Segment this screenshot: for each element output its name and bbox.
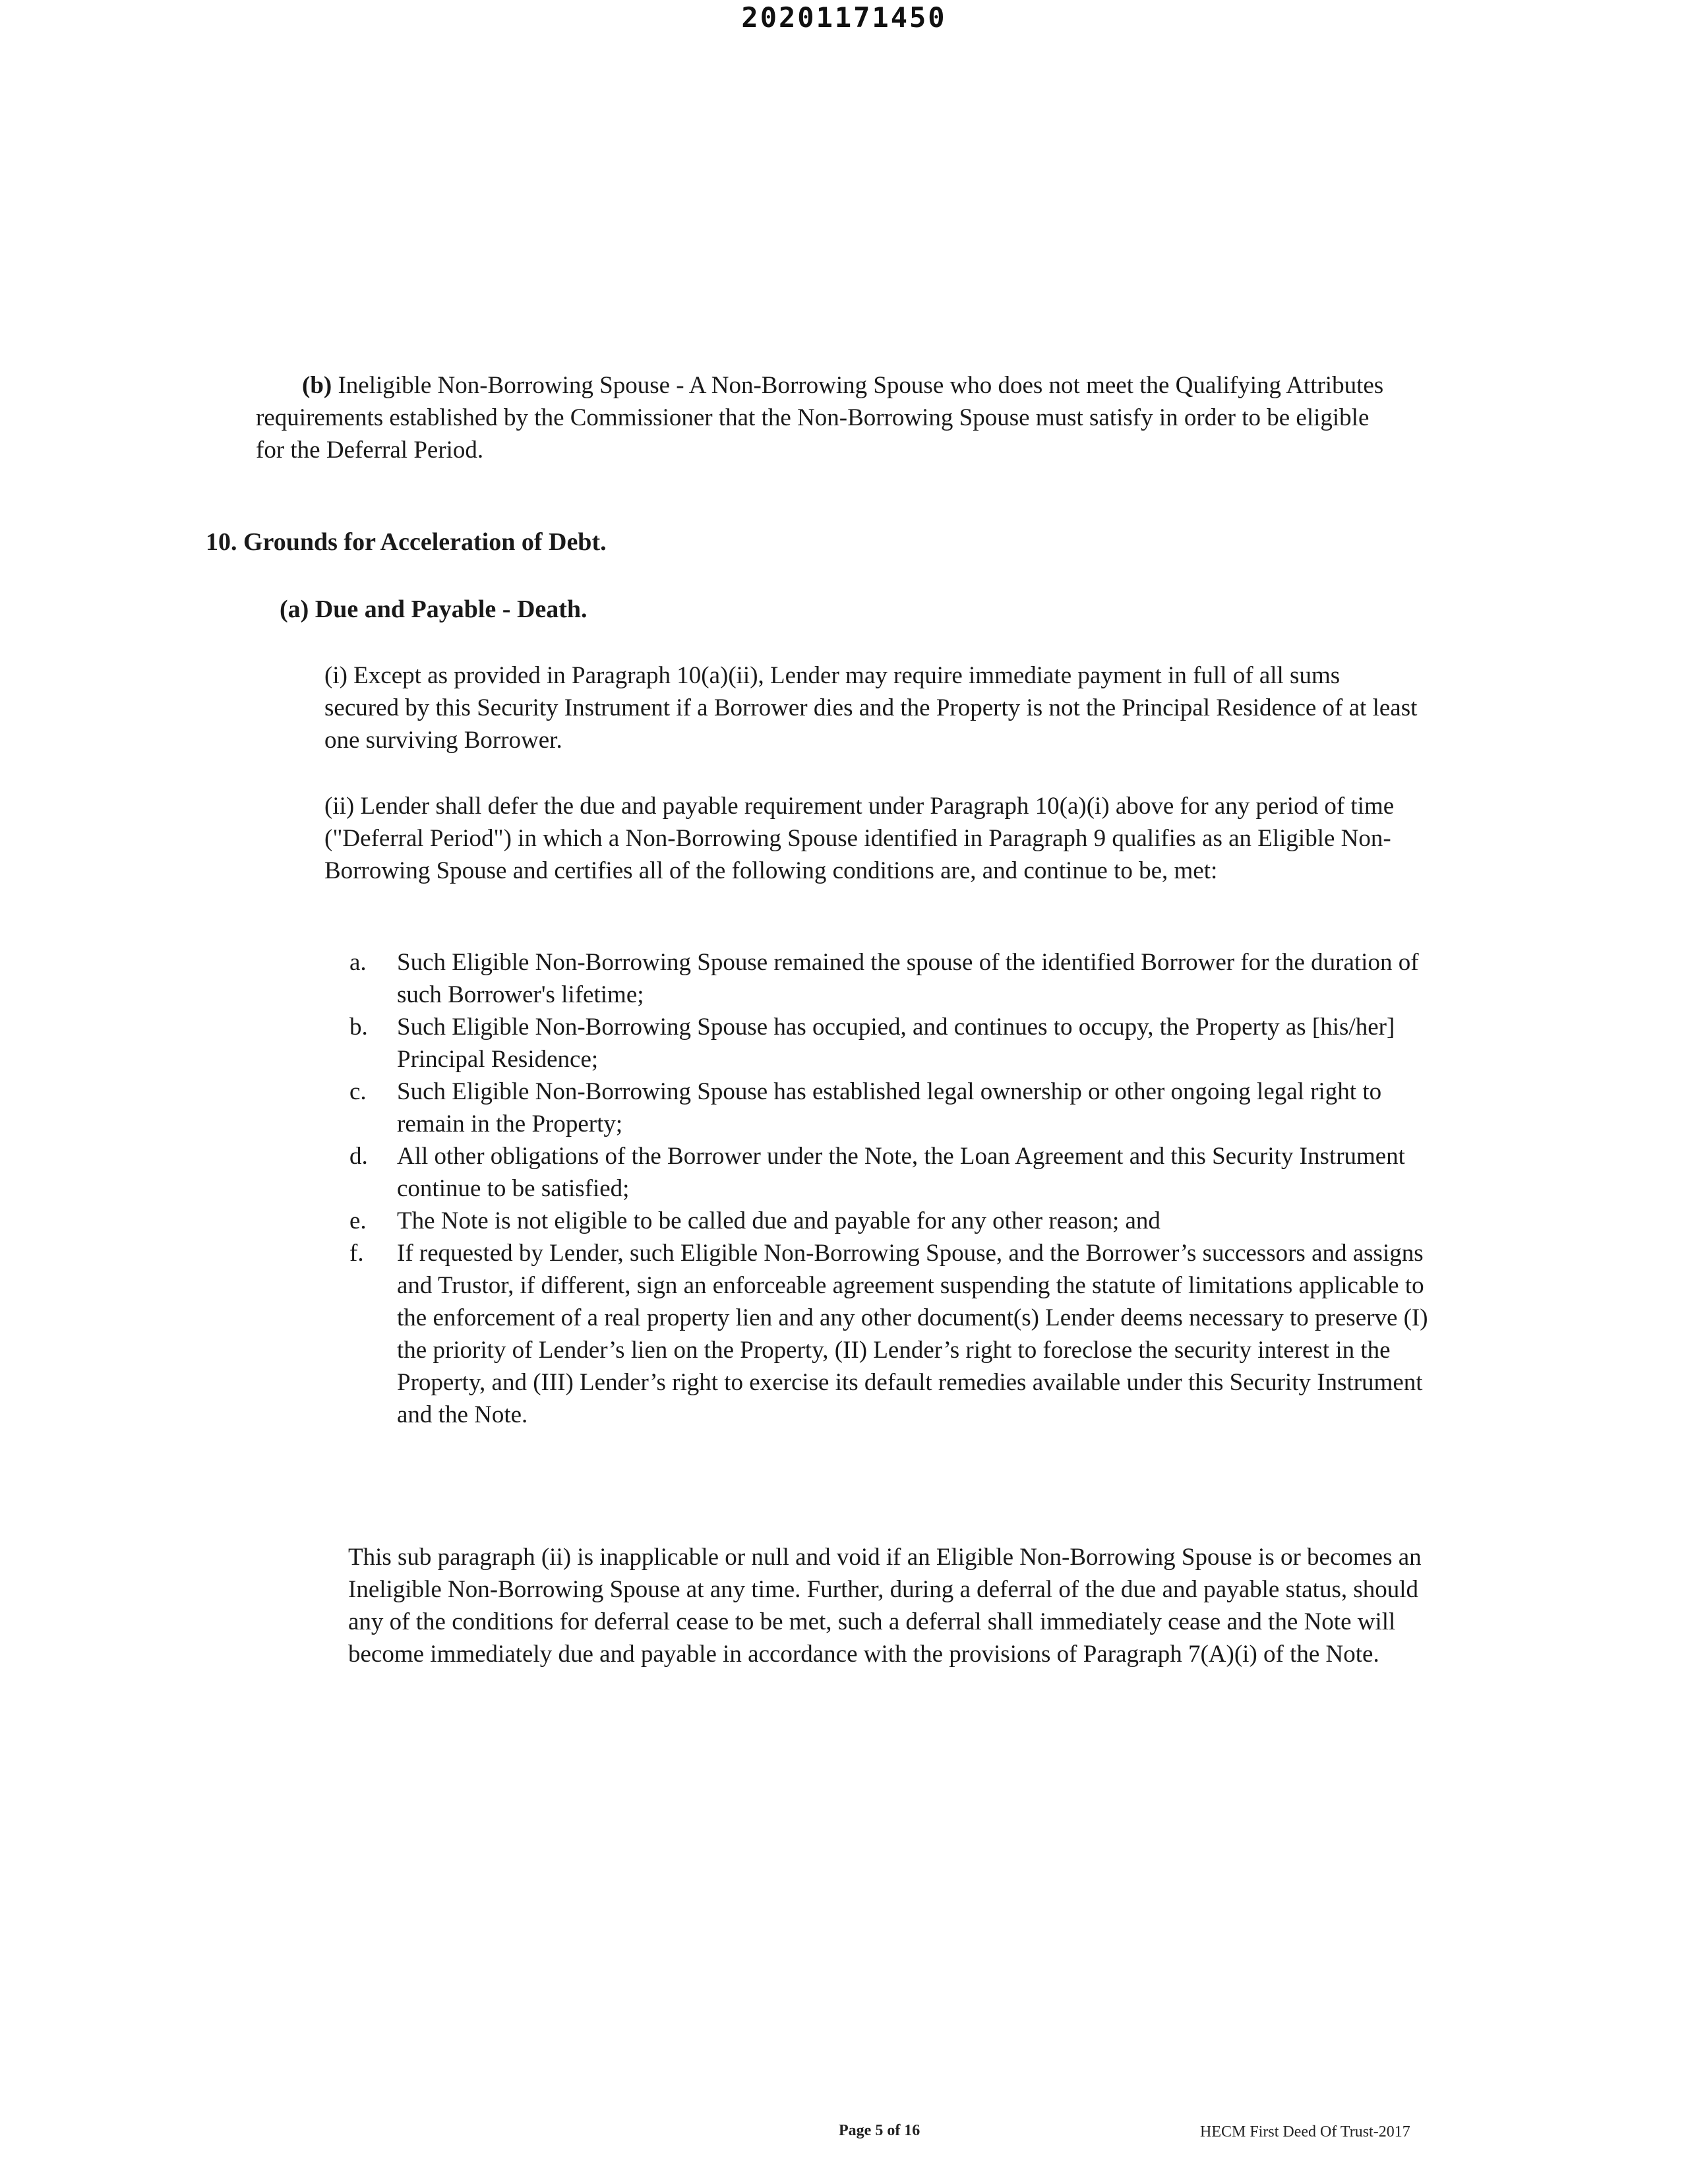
list-item — [349, 1076, 1431, 1140]
list-item-text: Such Eligible Non-Borrowing Spouse remained the spouse of the identified Borrower for the duration of such Borrower's lifetime; — [397, 949, 1419, 1008]
list-item-text: The Note is not eligible to be called due and payable for any other reason; and — [397, 1207, 1160, 1234]
deferral-conditions-list — [349, 946, 1431, 1431]
closing-paragraph: This sub paragraph (ii) is inapplicable or null and void if an Eligible Non-Borrowing Spouse is or becomes an Ineligible Non-Borrowing Spouse at any time. Further, during a deferral of the due and payable status, should any of the conditions for deferral cease to be met, such a deferral shall immediately cease and the Note will become immediately due and payable in accordance with the provisions of Paragraph 7(A)(i) of the Note. — [348, 1544, 1422, 1668]
page-number: Page 5 of 16 — [839, 2122, 920, 2139]
paragraph-b-label: (b) — [302, 372, 332, 399]
list-item — [349, 1140, 1431, 1205]
list-item-text: Such Eligible Non-Borrowing Spouse has established legal ownership or other ongoing legal right to remain in the Property; — [397, 1078, 1382, 1138]
list-item — [349, 1205, 1431, 1237]
paragraph-b — [256, 369, 1390, 466]
list-item-marker: e. — [349, 1207, 367, 1234]
form-name: HECM First Deed Of Trust-2017 — [1200, 2123, 1410, 2140]
paragraph-a-i: (i) Except as provided in Paragraph 10(a)(ii), Lender may require immediate payment in full of all sums secured by this Security Instrument if a Borrower dies and the Property is not the Principal Residence of at least one surviving Borrower. — [324, 662, 1418, 754]
document-number: 20201171450 — [741, 1, 947, 34]
list-item-marker: b. — [349, 1014, 368, 1041]
section-10-heading: 10. Grounds for Acceleration of Debt. — [206, 528, 607, 556]
list-item-text: If requested by Lender, such Eligible Non-Borrowing Spouse, and the Borrower’s successors and assigns and Trustor, if different, sign an enforceable agreement suspending the statute of limitations applicable to the enforcement of a real property lien and any other document(s) Lender deems necessary to preserve (I) the priority of Lender’s lien on the Property, (II) Lender’s right to foreclose the security interest in the Property, and (III) Lender’s right to exercise its default remedies available under this Security Instrument and the Note. — [397, 1240, 1428, 1428]
list-item-marker: c. — [349, 1078, 367, 1105]
list-item — [349, 946, 1431, 1011]
list-item-marker: d. — [349, 1143, 368, 1170]
list-item-text: Such Eligible Non-Borrowing Spouse has occupied, and continues to occupy, the Property as [his/her] Principal Residence; — [397, 1014, 1395, 1073]
list-item — [349, 1237, 1431, 1431]
list-item — [349, 1011, 1431, 1076]
subsection-a-heading: (a) Due and Payable - Death. — [280, 595, 588, 623]
paragraph-a-ii: (ii) Lender shall defer the due and payable requirement under Paragraph 10(a)(i) above for any period of time ("Deferral Period") in which a Non-Borrowing Spouse identified in Paragraph 9 qualifies as an Eligible Non-Borrowing Spouse and certifies all of the following conditions are, and continue to be, met: — [324, 793, 1395, 884]
list-item-marker: f. — [349, 1240, 364, 1267]
list-item-marker: a. — [349, 949, 367, 976]
paragraph-b-text: Ineligible Non-Borrowing Spouse - A Non-Borrowing Spouse who does not meet the Qualifying Attributes requirements established by the Commissioner that the Non-Borrowing Spouse must satisfy in order to be eligible for the Deferral Period. — [256, 372, 1384, 464]
list-item-text: All other obligations of the Borrower under the Note, the Loan Agreement and this Security Instrument continue to be satisfied; — [397, 1143, 1405, 1202]
